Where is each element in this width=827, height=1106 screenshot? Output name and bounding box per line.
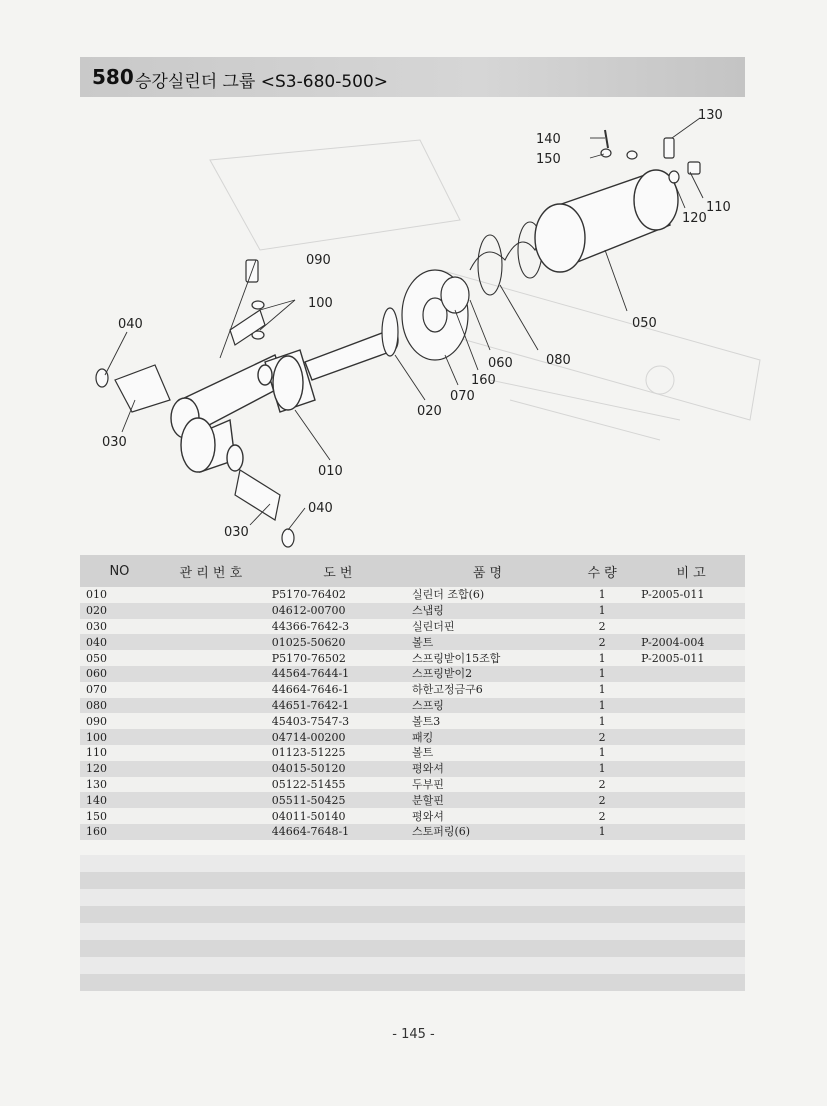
part-drawing-number: 05122-51455	[268, 777, 408, 793]
part-quantity: 1	[567, 603, 637, 619]
part-quantity: 1	[567, 666, 637, 682]
part-name: 실린더 조합(6)	[408, 587, 567, 603]
part-no: 040	[80, 634, 154, 650]
page-number: - 145 -	[392, 1027, 435, 1042]
part-quantity: 1	[567, 745, 637, 761]
part-remark	[637, 761, 745, 777]
header-part-name: 품 명	[408, 555, 567, 587]
callout-110: 110	[706, 200, 731, 215]
table-row	[80, 698, 745, 714]
callout-140: 140	[536, 132, 561, 147]
bolt-packing-090-100	[230, 260, 265, 345]
empty-row	[80, 974, 745, 991]
part-no: 150	[80, 808, 154, 824]
part-no: 050	[80, 650, 154, 666]
empty-row	[80, 855, 745, 872]
callout-160: 160	[471, 373, 496, 388]
part-remark	[637, 682, 745, 698]
exploded-parts-diagram	[60, 100, 780, 555]
part-name: 볼트	[408, 745, 567, 761]
callout-130: 130	[698, 108, 723, 123]
part-drawing-number: P5170-76502	[268, 650, 408, 666]
part-management-number	[154, 777, 268, 793]
part-management-number	[154, 792, 268, 808]
header-remarks: 비 고	[637, 555, 745, 587]
callout-080: 080	[546, 353, 571, 368]
part-drawing-number: 44366-7642-3	[268, 619, 408, 635]
section-title-bar	[80, 57, 745, 97]
part-management-number	[154, 808, 268, 824]
snap-ring-and-washers	[382, 270, 469, 360]
part-management-number	[154, 634, 268, 650]
part-remark	[637, 745, 745, 761]
part-no: 010	[80, 587, 154, 603]
part-remark	[637, 824, 745, 840]
part-management-number	[154, 713, 268, 729]
part-drawing-number: 01025-50620	[268, 634, 408, 650]
part-name: 스프링	[408, 698, 567, 714]
part-quantity: 1	[567, 682, 637, 698]
callout-020: 020	[417, 404, 442, 419]
spring-receiver-050	[535, 170, 678, 272]
part-drawing-number: 44664-7648-1	[268, 824, 408, 840]
part-management-number	[154, 729, 268, 745]
part-management-number	[154, 824, 268, 840]
part-name: 평와셔	[408, 761, 567, 777]
part-remark	[637, 777, 745, 793]
part-name: 패킹	[408, 729, 567, 745]
part-drawing-number: 04612-00700	[268, 603, 408, 619]
part-management-number	[154, 603, 268, 619]
part-no: 030	[80, 619, 154, 635]
part-name: 볼트3	[408, 713, 567, 729]
part-quantity: 1	[567, 713, 637, 729]
callout-150: 150	[536, 152, 561, 167]
table-row	[80, 761, 745, 777]
header-management-number: 관 리 번 호	[154, 555, 268, 587]
header-no: NO	[80, 555, 154, 587]
part-name: 평와셔	[408, 808, 567, 824]
part-no: 080	[80, 698, 154, 714]
header-drawing-number: 도 번	[268, 555, 408, 587]
part-remark	[637, 808, 745, 824]
parts-table-body	[80, 587, 745, 840]
part-remark: P-2005-011	[637, 587, 745, 603]
table-row	[80, 808, 745, 824]
table-row	[80, 666, 745, 682]
part-remark	[637, 619, 745, 635]
part-name: 두부핀	[408, 777, 567, 793]
section-title: 승강실린더 그룹 <S3-680-500>	[135, 72, 389, 92]
part-quantity: 1	[567, 650, 637, 666]
table-row	[80, 682, 745, 698]
part-no: 060	[80, 666, 154, 682]
part-drawing-number: 44651-7642-1	[268, 698, 408, 714]
part-drawing-number: P5170-76402	[268, 587, 408, 603]
part-quantity: 1	[567, 698, 637, 714]
part-remark	[637, 666, 745, 682]
header-quantity: 수 량	[567, 555, 637, 587]
part-remark: P-2004-004	[637, 634, 745, 650]
callout-040-upper: 040	[118, 317, 143, 332]
part-no: 160	[80, 824, 154, 840]
part-quantity: 2	[567, 634, 637, 650]
part-quantity: 2	[567, 808, 637, 824]
part-management-number	[154, 619, 268, 635]
table-row	[80, 745, 745, 761]
callout-040-lower: 040	[308, 501, 333, 516]
part-remark: P-2005-011	[637, 650, 745, 666]
part-management-number	[154, 587, 268, 603]
empty-table-rows	[80, 855, 745, 991]
part-name: 하한고정금구6	[408, 682, 567, 698]
part-remark	[637, 698, 745, 714]
part-management-number	[154, 682, 268, 698]
part-drawing-number: 45403-7547-3	[268, 713, 408, 729]
part-name: 스토퍼링(6)	[408, 824, 567, 840]
part-remark	[637, 713, 745, 729]
part-quantity: 2	[567, 619, 637, 635]
part-quantity: 1	[567, 761, 637, 777]
parts-table-header	[80, 555, 745, 587]
part-drawing-number: 04714-00200	[268, 729, 408, 745]
part-quantity: 1	[567, 587, 637, 603]
empty-row	[80, 906, 745, 923]
part-quantity: 1	[567, 824, 637, 840]
part-drawing-number: 04011-50140	[268, 808, 408, 824]
table-row	[80, 650, 745, 666]
empty-row	[80, 923, 745, 940]
part-drawing-number: 04015-50120	[268, 761, 408, 777]
table-row	[80, 792, 745, 808]
empty-row	[80, 872, 745, 889]
part-no: 070	[80, 682, 154, 698]
table-row	[80, 729, 745, 745]
parts-list-table	[80, 555, 745, 840]
table-row	[80, 824, 745, 840]
part-name: 실린더핀	[408, 619, 567, 635]
part-management-number	[154, 698, 268, 714]
table-row	[80, 634, 745, 650]
part-drawing-number: 44564-7644-1	[268, 666, 408, 682]
part-name: 스냅링	[408, 603, 567, 619]
table-row	[80, 777, 745, 793]
callout-100: 100	[308, 296, 333, 311]
empty-row	[80, 940, 745, 957]
part-remark	[637, 729, 745, 745]
part-no: 100	[80, 729, 154, 745]
part-no: 020	[80, 603, 154, 619]
callout-030-upper: 030	[102, 435, 127, 450]
part-drawing-number: 05511-50425	[268, 792, 408, 808]
part-no: 090	[80, 713, 154, 729]
part-management-number	[154, 745, 268, 761]
callout-120: 120	[682, 211, 707, 226]
table-row	[80, 587, 745, 603]
callout-050: 050	[632, 316, 657, 331]
part-name: 볼트	[408, 634, 567, 650]
part-quantity: 2	[567, 792, 637, 808]
part-no: 120	[80, 761, 154, 777]
callout-070: 070	[450, 389, 475, 404]
callout-060: 060	[488, 356, 513, 371]
callout-030-lower: 030	[224, 525, 249, 540]
part-quantity: 2	[567, 729, 637, 745]
part-management-number	[154, 666, 268, 682]
main-cylinder-assembly	[171, 329, 398, 472]
part-drawing-number: 01123-51225	[268, 745, 408, 761]
part-no: 140	[80, 792, 154, 808]
part-remark	[637, 603, 745, 619]
table-row	[80, 603, 745, 619]
part-quantity: 2	[567, 777, 637, 793]
table-row	[80, 713, 745, 729]
part-remark	[637, 792, 745, 808]
empty-row	[80, 957, 745, 974]
part-name: 분할핀	[408, 792, 567, 808]
part-no: 130	[80, 777, 154, 793]
table-row	[80, 619, 745, 635]
part-name: 스프링받이15조합	[408, 650, 567, 666]
callout-090: 090	[306, 253, 331, 268]
section-number: 580	[92, 65, 134, 89]
part-management-number	[154, 650, 268, 666]
empty-row	[80, 889, 745, 906]
part-name: 스프링받이2	[408, 666, 567, 682]
part-drawing-number: 44664-7646-1	[268, 682, 408, 698]
part-management-number	[154, 761, 268, 777]
callout-010: 010	[318, 464, 343, 479]
part-no: 110	[80, 745, 154, 761]
